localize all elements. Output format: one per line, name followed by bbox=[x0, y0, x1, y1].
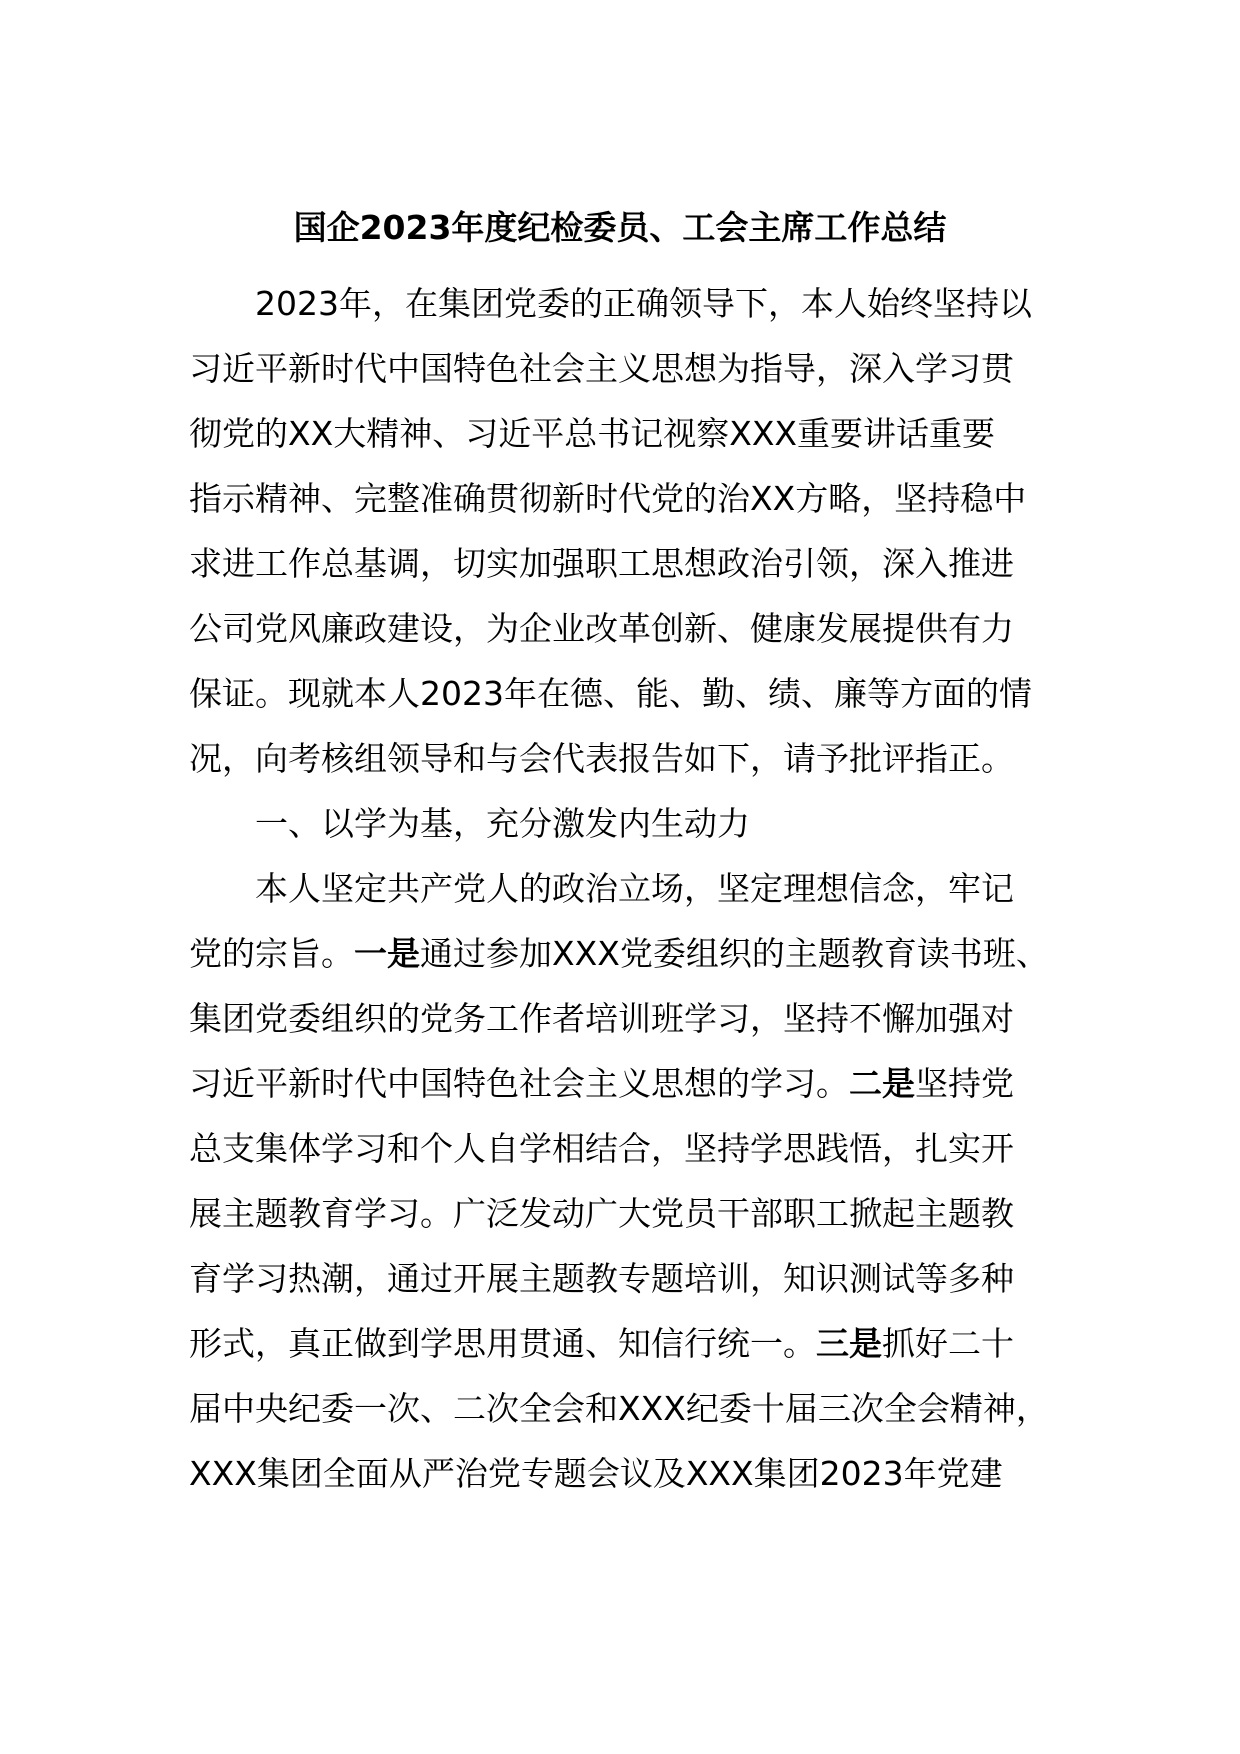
text-line bbox=[189, 986, 1069, 1051]
text-line bbox=[189, 1116, 1069, 1181]
text-segment: 公司党风廉政建设，为企业改革创新、健康发展提供有力 bbox=[189, 609, 1014, 648]
text-line bbox=[189, 401, 1069, 466]
text-segment: 彻党的XX大精神、习近平总书记视察XXX重要讲话重要 bbox=[189, 414, 996, 453]
text-line bbox=[189, 791, 1069, 856]
text-line bbox=[189, 531, 1069, 596]
text-segment: 求进工作总基调，切实加强职工思想政治引领，深入推进 bbox=[189, 544, 1014, 583]
text-line bbox=[189, 596, 1069, 661]
text-line bbox=[189, 1376, 1069, 1441]
text-segment: 坚持党 bbox=[915, 1064, 1014, 1103]
text-segment: 集团党委组织的党务工作者培训班学习，坚持不懈加强对 bbox=[189, 999, 1014, 1038]
text-segment: 届中央纪委一次、二次全会和XXX纪委十届三次全会精神， bbox=[189, 1389, 1049, 1428]
text-segment: 党的宗旨。 bbox=[189, 934, 354, 973]
text-segment: 习近平新时代中国特色社会主义思想的学习。 bbox=[189, 1064, 849, 1103]
bold-marker: 二是 bbox=[849, 1064, 915, 1103]
text-segment: 本人坚定共产党人的政治立场，坚定理想信念，牢记 bbox=[255, 869, 1014, 908]
text-segment: 指示精神、完整准确贯彻新时代党的治XX方略，坚持稳中 bbox=[189, 479, 1027, 518]
text-line bbox=[189, 1441, 1069, 1506]
text-line bbox=[189, 856, 1069, 921]
document-title: 国企2023年度纪检委员、工会主席工作总结 bbox=[293, 208, 947, 247]
text-segment: 习近平新时代中国特色社会主义思想为指导，深入学习贯 bbox=[189, 349, 1014, 388]
text-line bbox=[189, 726, 1069, 791]
document-body bbox=[189, 271, 1069, 1506]
text-line bbox=[189, 921, 1069, 986]
text-line bbox=[189, 1051, 1069, 1116]
text-segment: 况，向考核组领导和与会代表报告如下，请予批评指正。 bbox=[189, 739, 1014, 778]
text-line bbox=[189, 661, 1069, 726]
text-line bbox=[189, 271, 1069, 336]
text-segment: 育学习热潮，通过开展主题教专题培训，知识测试等多种 bbox=[189, 1259, 1014, 1298]
text-segment: 一、以学为基，充分激发内生动力 bbox=[255, 804, 750, 843]
text-segment: 2023年，在集团党委的正确领导下，本人始终坚持以 bbox=[255, 284, 1032, 323]
text-line bbox=[189, 1181, 1069, 1246]
text-line bbox=[189, 1311, 1069, 1376]
bold-marker: 一是 bbox=[354, 934, 420, 973]
text-line bbox=[189, 336, 1069, 401]
text-segment: 总支集体学习和个人自学相结合，坚持学思践悟，扎实开 bbox=[189, 1129, 1014, 1168]
text-segment: 展主题教育学习。广泛发动广大党员干部职工掀起主题教 bbox=[189, 1194, 1014, 1233]
text-segment: 保证。现就本人2023年在德、能、勤、绩、廉等方面的情 bbox=[189, 674, 1032, 713]
bold-marker: 三是 bbox=[816, 1324, 882, 1363]
text-line bbox=[189, 1246, 1069, 1311]
text-line bbox=[189, 466, 1069, 531]
text-segment: XXX集团全面从严治党专题会议及XXX集团2023年党建 bbox=[189, 1454, 1003, 1493]
text-segment: 通过参加XXX党委组织的主题教育读书班、 bbox=[420, 934, 1049, 973]
text-segment: 形式，真正做到学思用贯通、知信行统一。 bbox=[189, 1324, 816, 1363]
text-segment: 抓好二十 bbox=[882, 1324, 1014, 1363]
